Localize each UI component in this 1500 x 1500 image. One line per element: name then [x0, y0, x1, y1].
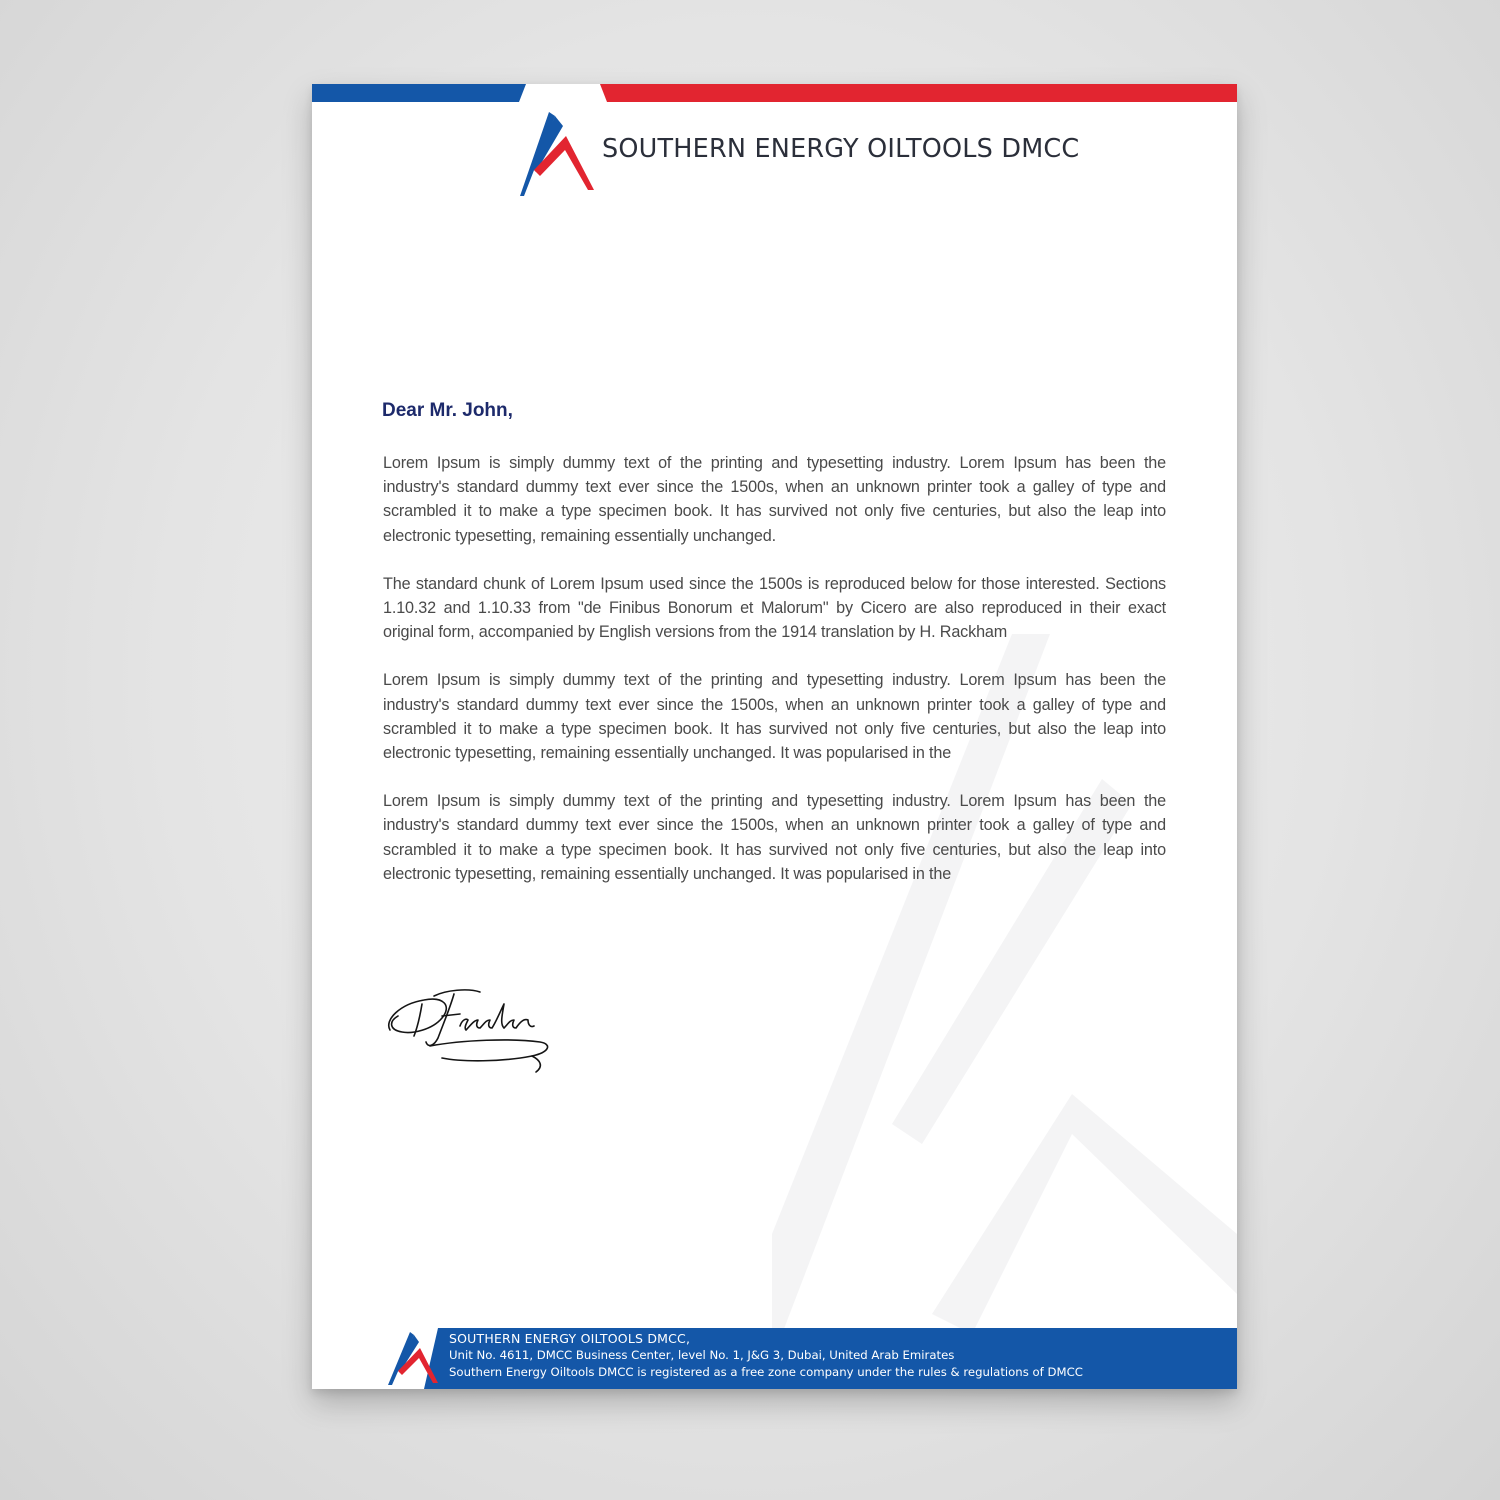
- footer-logo-icon: [386, 1328, 438, 1389]
- footer-address: Unit No. 4611, DMCC Business Center, level No. 1, J&G 3, Dubai, United Arab Emirates: [449, 1348, 955, 1362]
- body-paragraph: Lorem Ipsum is simply dummy text of the printing and typesetting industry. Lorem Ipsum has been the industry's standard dummy text ever since the 1500s, when an unknown printer took a galley of type and scrambled it to make a type specimen book. It has survived not only five centuries, but also the leap into electronic typesetting, remaining essentially unchanged. It was popularised in the: [383, 792, 1166, 883]
- company-logo-icon: [518, 112, 598, 196]
- footer-registration-note: Southern Energy Oiltools DMCC is registered as a free zone company under the rules & regulations of DMCC: [449, 1364, 1083, 1379]
- letter-body: [383, 451, 1166, 910]
- body-paragraph: Lorem Ipsum is simply dummy text of the printing and typesetting industry. Lorem Ipsum has been the industry's standard dummy text ever since the 1500s, when an unknown printer took a galley of type and scrambled it to make a type specimen book. It has survived not only five centuries, but also the leap into electronic typesetting, remaining essentially unchanged.: [383, 454, 1166, 545]
- footer-contact: [449, 1331, 1083, 1380]
- company-name-header: SOUTHERN ENERGY OILTOOLS DMCC: [602, 134, 1080, 164]
- body-paragraph: The standard chunk of Lorem Ipsum used since the 1500s is reproduced below for those interested. Sections 1.10.32 and 1.10.33 from "de Finibus Bonorum et Malorum" by Cicero are also reproduced in their exact original form, accompanied by English versions from the 1914 translation by H. Rackham: [383, 574, 1166, 642]
- letter-salutation: Dear Mr. John,: [382, 400, 513, 421]
- handwritten-signature: [382, 982, 562, 1074]
- footer-company-name: SOUTHERN ENERGY OILTOOLS DMCC,: [449, 1331, 691, 1346]
- letterhead-sheet: [312, 84, 1237, 1389]
- body-paragraph: Lorem Ipsum is simply dummy text of the printing and typesetting industry. Lorem Ipsum has been the industry's standard dummy text ever since the 1500s, when an unknown printer took a galley of type and scrambled it to make a type specimen book. It has survived not only five centuries, but also the leap into electronic typesetting, remaining essentially unchanged. It was popularised in the: [383, 671, 1166, 763]
- header-color-band: [312, 84, 1237, 102]
